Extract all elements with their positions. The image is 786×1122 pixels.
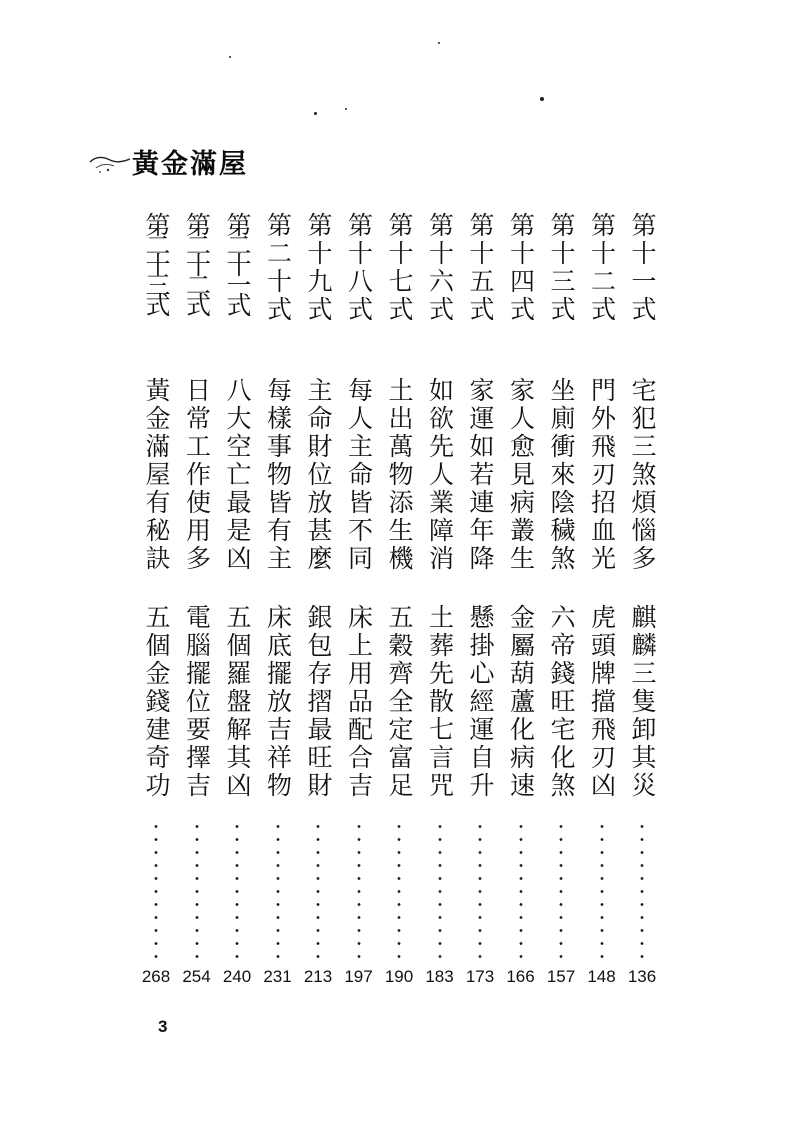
toc-entry-title: 宅犯三煞煩惱多: [628, 377, 657, 573]
toc-entry-page: 183: [425, 967, 454, 986]
toc-entry: [258, 212, 298, 1002]
toc-entry-title: 日常工作使用多: [182, 377, 212, 573]
toc-entry-subtitle: 懸掛心經運自升: [466, 604, 495, 800]
toc-entry-page: 268: [141, 967, 171, 986]
toc-entry: [622, 212, 662, 1002]
toc-entry: [379, 212, 419, 1002]
toc-entry-page: 240: [222, 967, 252, 986]
toc-entry-page: 254: [182, 967, 211, 986]
toc-leader-dots: [519, 820, 523, 960]
toc-entry-number: 第十二式: [587, 212, 617, 324]
toc-leader-dots: [195, 820, 199, 960]
toc-entry: [339, 212, 379, 1002]
header-ornament-icon: [88, 150, 132, 174]
toc-entry-title: 黃金滿屋有秘訣: [142, 377, 171, 573]
toc-entry-number: 第十九式: [304, 212, 333, 324]
toc-leader-dots: [559, 820, 563, 960]
toc-entry-subtitle: 土葬先散七言咒: [425, 604, 455, 800]
toc-entry-number: 第十三式: [547, 212, 576, 324]
toc-entry-number: 第二十二式: [182, 212, 212, 312]
toc-entry: [541, 212, 581, 1002]
toc-entry-subtitle: 五穀齊全定富足: [385, 604, 414, 800]
toc-leader-dots: [640, 820, 644, 960]
toc-entry: [460, 212, 500, 1002]
toc-leader-dots: [438, 820, 442, 960]
toc-entry: [217, 212, 257, 1002]
toc-entry: [501, 212, 541, 1002]
toc-entry: [420, 212, 460, 1002]
toc-entry-number: 第十六式: [425, 212, 455, 324]
toc-entry-subtitle: 虎頭牌擋飛刃凶: [587, 604, 617, 800]
scan-speck: [438, 42, 440, 44]
toc-entry-page: 157: [546, 967, 576, 986]
toc-entry-subtitle: 電腦擺位要擇吉: [182, 604, 212, 800]
toc-entry-page: 231: [263, 967, 292, 986]
toc-entry-number: 第十四式: [506, 212, 536, 324]
toc-entry-page: 197: [344, 967, 373, 986]
running-header-title: 黃金滿屋: [132, 149, 248, 180]
toc-leader-dots: [276, 820, 280, 960]
toc-leader-dots: [600, 820, 604, 960]
toc-entry-subtitle: 床底擺放吉祥物: [263, 604, 293, 800]
toc-entry-page: 173: [465, 967, 495, 986]
toc-entry-title: 家人愈見病叢生: [506, 377, 536, 573]
toc-entry-number: 第十七式: [385, 212, 414, 324]
toc-entry-title: 土出萬物添生機: [385, 377, 414, 573]
toc-entry: [136, 212, 176, 1002]
toc-leader-dots: [357, 820, 361, 960]
toc-entry-title: 門外飛刃招血光: [587, 377, 617, 573]
toc-entry-number: 第二十一式: [223, 212, 252, 312]
toc-leader-dots: [478, 820, 482, 960]
toc-entry-title: 如欲先人業障消: [425, 377, 455, 573]
toc-entry-page: 190: [384, 967, 414, 986]
toc-leader-dots: [316, 820, 320, 960]
toc-entry-subtitle: 麒麟三隻卸其災: [628, 604, 657, 800]
toc-entry-number: 第二十式: [263, 212, 293, 324]
toc-entry-subtitle: 五個羅盤解其凶: [223, 604, 252, 800]
toc-entry-subtitle: 床上用品配合吉: [344, 604, 374, 800]
toc-entry: [177, 212, 217, 1002]
toc-entry-subtitle: 銀包存摺最旺財: [304, 604, 333, 800]
toc-entry-subtitle: 金屬葫蘆化病速: [506, 604, 536, 800]
scan-speck: [314, 112, 317, 115]
toc-leader-dots: [235, 820, 239, 960]
toc-entry-title: 每人主命皆不同: [344, 377, 374, 573]
toc-entry: [582, 212, 622, 1002]
page-number: 3: [158, 1017, 168, 1036]
toc-leader-dots: [154, 820, 158, 960]
toc-entry-number: 第十五式: [466, 212, 495, 324]
toc-leader-dots: [397, 820, 401, 960]
toc-entry-subtitle: 五個金錢建奇功: [142, 604, 171, 800]
toc-entry-title: 家運如若連年降: [466, 377, 495, 573]
toc-entry-subtitle: 六帝錢旺宅化煞: [547, 604, 576, 800]
toc-entry-title: 主命財位放甚麼: [304, 377, 333, 573]
toc-entry-title: 每樣事物皆有主: [263, 377, 293, 573]
toc-entry-page: 148: [587, 967, 616, 986]
toc-entry-page: 166: [506, 967, 535, 986]
scan-speck: [540, 97, 544, 101]
scan-speck: [229, 56, 231, 58]
toc-entry-number: 第十一式: [628, 212, 657, 324]
toc-entry: [298, 212, 338, 1002]
toc-entry-number: 第二十三式: [142, 212, 171, 312]
toc-entry-number: 第十八式: [344, 212, 374, 324]
toc-entry-title: 八大空亡最是凶: [223, 377, 252, 573]
toc-entry-page: 213: [303, 967, 333, 986]
toc-entry-page: 136: [627, 967, 657, 986]
scan-speck: [345, 108, 347, 110]
toc-entry-title: 坐廁衝來陰穢煞: [547, 377, 576, 573]
